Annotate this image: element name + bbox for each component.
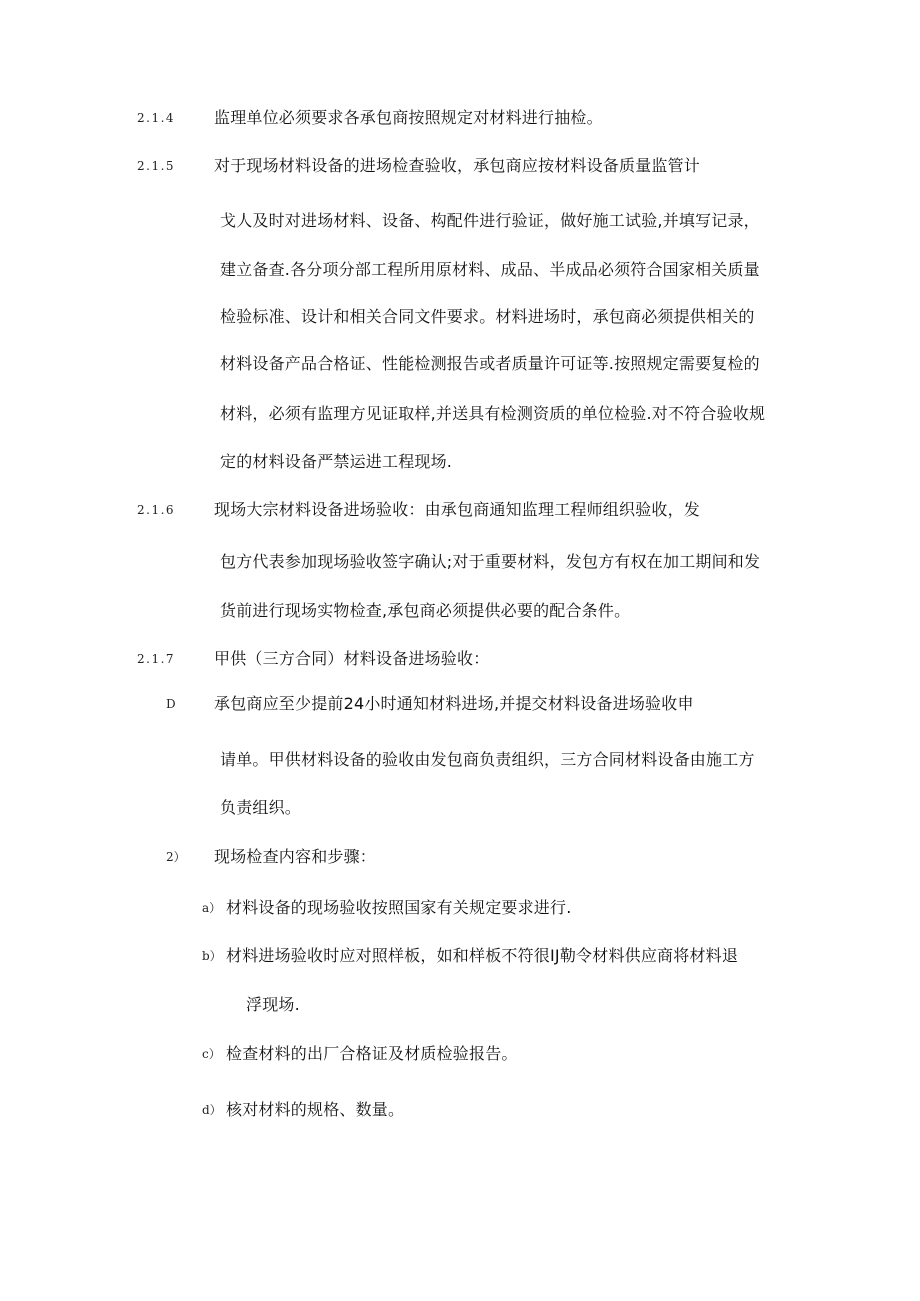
paragraph-line: 定的材料设备严禁运进工程现场. (220, 452, 453, 471)
subitem-marker: D (166, 697, 176, 711)
paragraph-line: 货前进行现场实物检查,承包商必须提供必要的配合条件。 (220, 601, 631, 620)
step-marker: b） (202, 949, 222, 963)
step-marker: d） (202, 1103, 222, 1117)
section-number: 2.1.7 (137, 652, 176, 666)
step-marker: a） (202, 901, 222, 915)
paragraph-line: 对于现场材料设备的进场检查验收，承包商应按材料设备质量监管计 (214, 156, 701, 175)
paragraph-line: 材料设备产品合格证、性能检测报告或者质量许可证等.按照规定需要复检的 (220, 354, 760, 373)
step-marker: c） (202, 1047, 221, 1061)
section-number: 2.1.4 (137, 111, 176, 125)
paragraph-line: 材料，必须有监理方见证取样,并送具有检测资质的单位检验.对不符合验收规 (220, 404, 766, 423)
paragraph-line: 监理单位必须要求各承包商按照规定对材料进行抽检。 (214, 108, 603, 127)
paragraph-line: 浮现场. (246, 995, 300, 1014)
paragraph-line: 材料进场验收时应对照样板，如和样板不符很IJ勒令材料供应商将材料退 (226, 946, 739, 965)
subitem-marker: 2） (166, 850, 186, 864)
paragraph-line: 核对材料的规格、数量。 (226, 1100, 405, 1119)
paragraph-line: 材料设备的现场验收按照国家有关规定要求进行. (226, 898, 572, 917)
paragraph-line: 甲供（三方合同）材料设备进场验收： (214, 649, 490, 668)
paragraph-line: 现场检查内容和步骤： (214, 847, 377, 866)
section-number: 2.1.5 (137, 159, 176, 173)
paragraph-line: 承包商应至少提前24小时通知材料进场,并提交材料设备进场验收申 (214, 694, 694, 713)
paragraph-line: 请单。甲供材料设备的验收由发包商负责组织，三方合同材料设备由施工方 (220, 750, 755, 769)
section-number: 2.1.6 (137, 503, 176, 517)
paragraph-line: 包方代表参加现场验收签字确认;对于重要材料，发包方有权在加工期间和发 (220, 552, 761, 571)
paragraph-line: 现场大宗材料设备进场验收：由承包商通知监理工程师组织验收，发 (214, 500, 701, 519)
paragraph-line: 建立备查.各分项分部工程所用原材料、成品、半成品必须符合国家相关质量 (220, 260, 760, 279)
paragraph-line: 检验标准、设计和相关合同文件要求。材料进场时，承包商必须提供相关的 (220, 307, 755, 326)
paragraph-line: 检查材料的出厂合格证及材质检验报告。 (226, 1044, 518, 1063)
paragraph-line: 戈人及时对进场材料、设备、构配件进行验证，做好施工试验,并填写记录， (220, 211, 760, 230)
paragraph-line: 负责组织。 (220, 798, 302, 817)
